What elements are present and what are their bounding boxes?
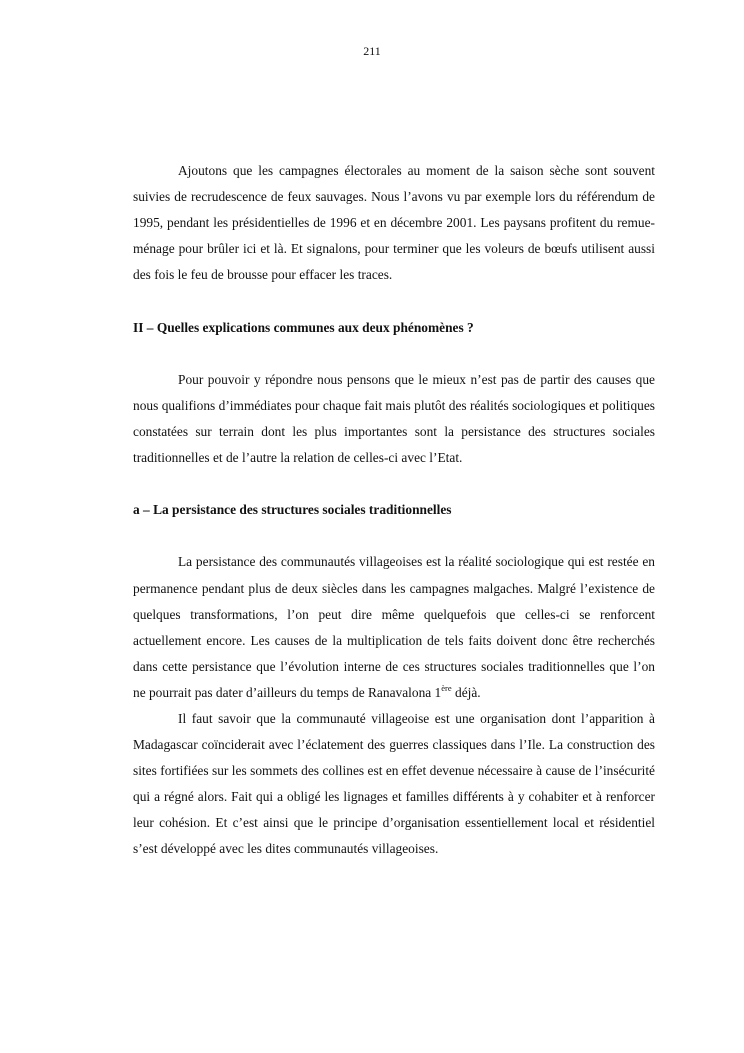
paragraph-community-origin: Il faut savoir que la communauté villageoise est une organisation dont l’apparition à Madagascar coïnciderait avec l’éclatement des guerres classiques dans l’Ile. La construction des sites fortifiées sur les sommets des collines est en effet devenue nécessaire à cause de l’insécurité qui a régné alors. Fait qui a obligé les lignages et familles différents à y cohabiter et à renforcer leur cohésion. Et c’est ainsi que le principe d’organisation essentiellement local et résidentiel s’est développé avec les dites communautés villageoises. [133, 710, 655, 857]
spacer [133, 341, 655, 367]
page-number: 211 [363, 44, 381, 58]
spacer [133, 471, 655, 497]
superscript-ordinal: ère [441, 682, 452, 693]
subsection-heading-persistence: a – La persistance des structures sociales traditionnelles [133, 502, 452, 518]
spacer [133, 523, 655, 549]
section-heading-explanations: II – Quelles explications communes aux deux phénomènes ? [133, 319, 474, 335]
spacer [133, 288, 655, 314]
paragraph-approach: Pour pouvoir y répondre nous pensons que le mieux n’est pas de partir des causes que nous qualifions d’immédiates pour chaque fait mais plutôt des réalités sociologiques et politiques constatées sur terrain dont les plus importantes sont la persistance des structures sociales traditionnelles et de l’autre la relation de celles-ci avec l’Etat. [133, 371, 655, 466]
paragraph-village-communities-end: déjà. [451, 684, 481, 700]
paragraph-village-communities-text: La persistance des communautés villageoises est la réalité sociologique qui est restée en permanence pendant plus de deux siècles dans les campagnes malgaches. Malgré l’existence de quelques transformations, l’on peut dire même quelquefois que celles-ci se renforcent actuellement encore. Les causes de la multiplication de tels faits doivent donc être recherchés dans cette persistance que l’évolution interne de ces structures sociales traditionnelles que l’on ne pourrait pas dater d’ailleurs du temps de Ranavalona 1 [133, 554, 655, 700]
document-body [133, 158, 655, 863]
paragraph-village-communities [133, 549, 655, 706]
paragraph-campaigns-fires: Ajoutons que les campagnes électorales au moment de la saison sèche sont souvent suivies de recrudescence de feux sauvages. Nous l’avons vu par exemple lors du référendum de 1995, pendant les présidentielles de 1996 et en décembre 2001. Les paysans profitent du remue-ménage pour brûler ici et là. Et signalons, pour terminer que les voleurs de bœufs utilisent aussi des fois le feu de brousse pour effacer les traces. [133, 163, 655, 283]
